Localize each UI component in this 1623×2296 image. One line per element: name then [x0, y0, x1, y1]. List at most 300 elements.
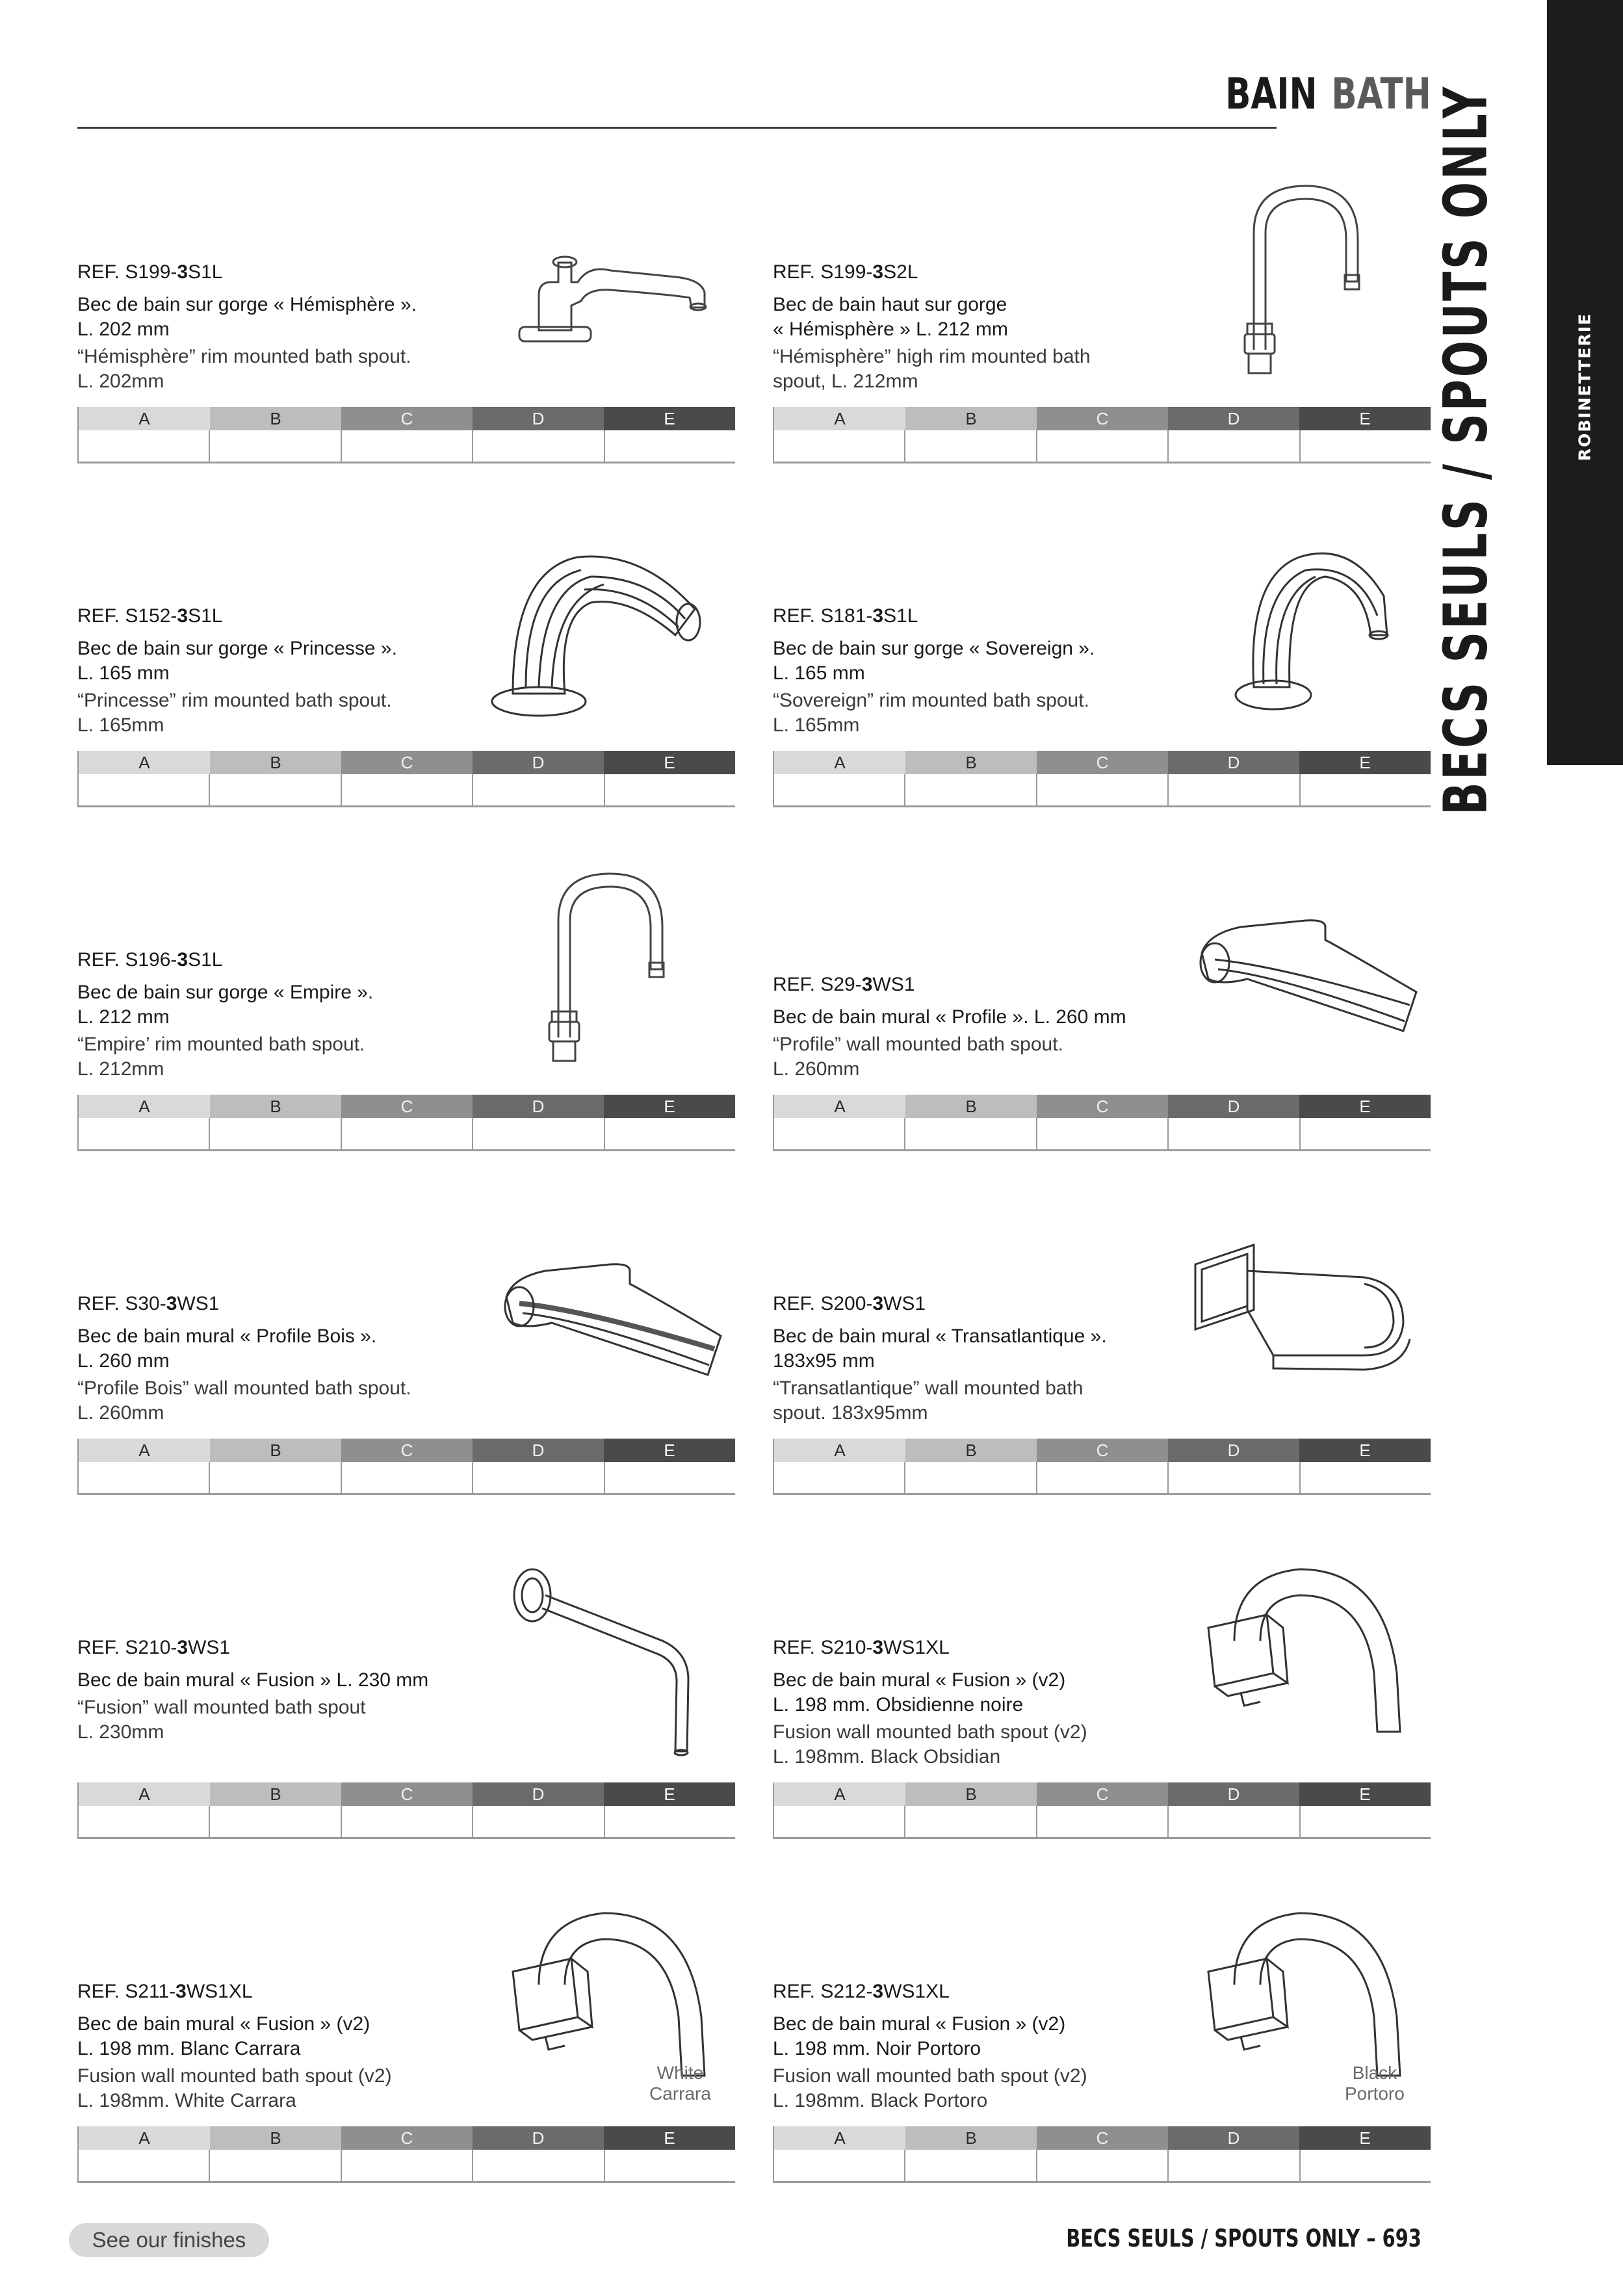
finish-table	[773, 1782, 1431, 1839]
finish-label	[1345, 2063, 1405, 2104]
finish-column-header: C	[1037, 2126, 1168, 2150]
product-description	[77, 1292, 480, 1426]
product-card	[773, 1543, 1429, 1881]
finish-price-cell	[1169, 430, 1300, 462]
finish-table-header	[79, 2126, 735, 2150]
finish-column-header: A	[79, 751, 210, 774]
waterfall-wood-spout-icon	[480, 1199, 727, 1433]
ref-suffix: S2L	[883, 261, 918, 283]
finish-column-header: C	[341, 751, 473, 774]
description-en-line: “Sovereign” rim mounted bath spout.	[773, 690, 1089, 711]
finish-price-cell	[1169, 1806, 1300, 1837]
section-title	[1431, 0, 1501, 957]
description-fr-line: L. 198 mm. Obsidienne noire	[773, 1694, 1024, 1715]
product-description	[77, 1979, 480, 2113]
ref-suffix: WS1	[188, 1637, 231, 1658]
description-en-line: L. 165mm	[773, 714, 860, 736]
finish-price-cell	[473, 1462, 604, 1493]
description-fr-line: Bec de bain mural « Fusion » (v2)	[773, 2013, 1066, 2035]
description-fr-line: « Hémisphère » L. 212 mm	[773, 319, 1008, 340]
finish-price-cell	[342, 430, 473, 462]
ref-bold: 3	[166, 1293, 177, 1314]
finish-column-header: E	[604, 1782, 735, 1806]
product-description	[77, 948, 480, 1082]
header-title-en: BATH	[1331, 69, 1431, 119]
finish-table	[773, 407, 1431, 463]
description-fr-line: L. 212 mm	[77, 1006, 170, 1028]
finish-column-header: B	[210, 1782, 341, 1806]
description-fr-line: Bec de bain mural « Profile Bois ».	[77, 1325, 377, 1347]
description-fr-line: L. 260 mm	[77, 1350, 170, 1372]
finish-column-header: B	[905, 1439, 1037, 1462]
finish-column-header: E	[1299, 1439, 1431, 1462]
ref-suffix: WS1XL	[883, 1637, 950, 1658]
description-en	[77, 688, 480, 738]
ref-bold: 3	[177, 605, 188, 627]
finish-table-body	[79, 1806, 735, 1837]
finish-column-header: A	[79, 407, 210, 430]
finish-price-cell	[210, 1118, 341, 1149]
product-card	[773, 168, 1429, 506]
finish-price-cell	[605, 430, 735, 462]
finish-column-header: C	[1037, 1095, 1168, 1118]
description-en-line: “Hémisphère” high rim mounted bath	[773, 346, 1091, 367]
header-title-fr: BAIN	[1225, 69, 1318, 119]
finish-label	[649, 2063, 711, 2104]
description-fr	[773, 636, 1176, 686]
description-en	[77, 1032, 480, 1082]
finish-column-header: D	[473, 751, 604, 774]
finish-price-cell	[1301, 430, 1431, 462]
finish-price-cell	[473, 430, 604, 462]
side-tab-label: ROBINETTERIE	[1575, 312, 1594, 462]
finish-column-header: A	[79, 2126, 210, 2150]
finish-price-cell	[1301, 2150, 1431, 2181]
description-fr	[77, 636, 480, 686]
finish-column-header: B	[210, 1095, 341, 1118]
product-card	[773, 855, 1429, 1194]
description-en	[77, 2064, 480, 2113]
description-fr	[773, 1324, 1176, 1374]
finish-table-header	[79, 1782, 735, 1806]
finish-price-cell	[1037, 1462, 1169, 1493]
finish-column-header: E	[1299, 407, 1431, 430]
product-ref	[773, 972, 1176, 997]
product-ref	[77, 1636, 480, 1660]
product-description	[773, 1636, 1176, 1769]
finish-price-cell	[1301, 1806, 1431, 1837]
finish-column-header: C	[1037, 1439, 1168, 1462]
ref-prefix: REF. S211-	[77, 1981, 176, 2002]
finish-price-cell	[605, 1806, 735, 1837]
ref-bold: 3	[177, 1637, 188, 1658]
finish-column-header: D	[1168, 407, 1299, 430]
description-en-line: “Profile” wall mounted bath spout.	[773, 1034, 1063, 1055]
description-en	[773, 1720, 1176, 1769]
product-description	[773, 260, 1176, 394]
finish-column-header: C	[1037, 407, 1168, 430]
finish-column-header: A	[774, 751, 905, 774]
finish-price-cell	[1037, 2150, 1169, 2181]
page-header	[1225, 69, 1431, 119]
finish-price-cell	[905, 2150, 1037, 2181]
finish-column-header: A	[79, 1439, 210, 1462]
finish-table	[77, 1782, 735, 1839]
finish-price-cell	[473, 2150, 604, 2181]
finish-table-header	[774, 1095, 1431, 1118]
finish-label-line: White	[656, 2063, 704, 2083]
description-fr-line: Bec de bain sur gorge « Sovereign ».	[773, 638, 1095, 659]
finish-column-header: B	[905, 1095, 1037, 1118]
description-en-line: “Princesse” rim mounted bath spout.	[77, 690, 392, 711]
description-fr	[77, 2012, 480, 2061]
finish-price-cell	[605, 1118, 735, 1149]
product-ref	[77, 1979, 480, 2004]
description-en	[77, 345, 480, 394]
description-en-line: “Transatlantique” wall mounted bath	[773, 1377, 1084, 1399]
ref-suffix: S1L	[188, 605, 223, 627]
finish-column-header: D	[1168, 2126, 1299, 2150]
ref-bold: 3	[861, 974, 873, 995]
finish-column-header: C	[1037, 751, 1168, 774]
finish-column-header: E	[604, 2126, 735, 2150]
product-ref	[773, 1979, 1176, 2004]
finish-price-cell	[473, 774, 604, 805]
finish-column-header: D	[1168, 751, 1299, 774]
description-fr	[773, 2012, 1176, 2061]
finish-price-cell	[342, 1462, 473, 1493]
finish-price-cell	[774, 774, 905, 805]
description-fr-line: 183x95 mm	[773, 1350, 875, 1372]
ref-prefix: REF. S29-	[773, 974, 862, 995]
description-fr-line: Bec de bain mural « Fusion » (v2)	[773, 1669, 1066, 1691]
finish-price-cell	[79, 1806, 210, 1837]
ref-bold: 3	[177, 949, 188, 971]
finish-table-header	[774, 407, 1431, 430]
description-en	[77, 1376, 480, 1426]
finish-column-header: B	[905, 1782, 1037, 1806]
finish-price-cell	[210, 1806, 341, 1837]
product-description	[773, 972, 1176, 1082]
product-ref	[773, 1636, 1176, 1660]
description-en-line: L. 198mm. White Carrara	[77, 2090, 296, 2111]
finish-table-header	[79, 1439, 735, 1462]
finish-price-cell	[1169, 2150, 1300, 2181]
finish-price-cell	[905, 1806, 1037, 1837]
finish-price-cell	[473, 1118, 604, 1149]
finish-table	[77, 1095, 735, 1151]
product-ref	[773, 1292, 1176, 1316]
description-fr	[773, 1668, 1176, 1717]
product-description	[773, 1292, 1176, 1426]
product-card	[773, 512, 1429, 850]
product-ref	[773, 604, 1176, 629]
finish-column-header: D	[473, 1782, 604, 1806]
finish-column-header: C	[341, 407, 473, 430]
finish-column-header: C	[341, 1439, 473, 1462]
finish-price-cell	[342, 774, 473, 805]
ref-prefix: REF. S196-	[77, 949, 177, 971]
description-en	[773, 1032, 1176, 1082]
product-card	[77, 1887, 734, 2225]
product-description	[773, 1979, 1176, 2113]
finish-price-cell	[342, 2150, 473, 2181]
finish-price-cell	[605, 2150, 735, 2181]
finish-table-header	[774, 1439, 1431, 1462]
finish-price-cell	[473, 1806, 604, 1837]
finish-price-cell	[905, 430, 1037, 462]
finish-table-header	[774, 2126, 1431, 2150]
finish-column-header: C	[341, 1095, 473, 1118]
description-en-line: “Hémisphère” rim mounted bath spout.	[77, 346, 411, 367]
finish-price-cell	[774, 430, 905, 462]
description-en-line: L. 202mm	[77, 371, 164, 392]
finish-price-cell	[210, 774, 341, 805]
product-ref	[77, 1292, 480, 1316]
sovereign-spout-icon	[1176, 512, 1423, 746]
finish-column-header: B	[210, 751, 341, 774]
finish-price-cell	[774, 1462, 905, 1493]
description-fr-line: L. 198 mm. Blanc Carrara	[77, 2038, 301, 2059]
ref-bold: 3	[872, 1293, 884, 1314]
description-en-line: Fusion wall mounted bath spout (v2)	[773, 1721, 1087, 1743]
description-en-line: L. 230mm	[77, 1721, 164, 1743]
finish-column-header: A	[774, 1095, 905, 1118]
finish-table-header	[79, 1095, 735, 1118]
ref-bold: 3	[872, 1637, 884, 1658]
finish-column-header: D	[1168, 1439, 1299, 1462]
finish-column-header: A	[774, 1439, 905, 1462]
product-ref	[77, 260, 480, 285]
gooseneck-spout-icon	[480, 855, 727, 1089]
finish-table-header	[79, 407, 735, 430]
ref-prefix: REF. S30-	[77, 1293, 166, 1314]
gooseneck-spout-icon	[1176, 168, 1423, 402]
finish-table-header	[79, 751, 735, 774]
finish-column-header: A	[774, 2126, 905, 2150]
finish-price-cell	[1169, 1118, 1300, 1149]
finish-column-header: E	[1299, 1782, 1431, 1806]
ref-suffix: S1L	[883, 605, 918, 627]
description-en-line: L. 198mm. Black Obsidian	[773, 1746, 1001, 1768]
description-fr-line: Bec de bain mural « Profile ». L. 260 mm	[773, 1006, 1126, 1028]
description-fr	[773, 1005, 1176, 1030]
finish-column-header: B	[905, 2126, 1037, 2150]
finish-column-header: D	[473, 1439, 604, 1462]
ref-suffix: S1L	[188, 261, 223, 283]
ref-suffix: WS1	[883, 1293, 926, 1314]
finish-table	[773, 1439, 1431, 1495]
finish-column-header: E	[604, 1095, 735, 1118]
ref-suffix: S1L	[188, 949, 223, 971]
finish-price-cell	[774, 1118, 905, 1149]
finish-column-header: A	[774, 407, 905, 430]
finish-table-header	[774, 1782, 1431, 1806]
description-fr-line: L. 198 mm. Noir Portoro	[773, 2038, 981, 2059]
ref-prefix: REF. S210-	[77, 1637, 177, 1658]
finish-table	[77, 1439, 735, 1495]
finish-price-cell	[1169, 774, 1300, 805]
ref-prefix: REF. S210-	[773, 1637, 873, 1658]
finish-price-cell	[1037, 1118, 1169, 1149]
finish-column-header: D	[473, 1095, 604, 1118]
description-en-line: L. 165mm	[77, 714, 164, 736]
description-fr-line: Bec de bain haut sur gorge	[773, 294, 1007, 315]
ref-suffix: WS1	[177, 1293, 220, 1314]
product-card	[773, 1199, 1429, 1537]
finish-table-body	[79, 430, 735, 462]
finish-table-body	[79, 1462, 735, 1493]
finish-column-header: C	[1037, 1782, 1168, 1806]
ref-bold: 3	[177, 261, 188, 283]
finish-price-cell	[605, 1462, 735, 1493]
finish-price-cell	[905, 774, 1037, 805]
ref-suffix: WS1XL	[186, 1981, 253, 2002]
ref-bold: 3	[872, 605, 884, 627]
fluted-spout-icon	[480, 512, 727, 746]
finish-column-header: E	[1299, 1095, 1431, 1118]
finish-column-header: B	[905, 407, 1037, 430]
footer-page-title: BECS SEULS / SPOUTS ONLY – 693	[1066, 2224, 1422, 2252]
ref-suffix: WS1XL	[883, 1981, 950, 2002]
finish-price-cell	[79, 774, 210, 805]
finish-table-header	[774, 751, 1431, 774]
description-en-line: L. 212mm	[77, 1058, 164, 1080]
finish-column-header: B	[210, 1439, 341, 1462]
description-fr-line: Bec de bain sur gorge « Princesse ».	[77, 638, 397, 659]
finish-column-header: C	[341, 2126, 473, 2150]
finish-price-cell	[905, 1118, 1037, 1149]
finish-table-body	[774, 430, 1431, 462]
description-en-line: Fusion wall mounted bath spout (v2)	[77, 2065, 392, 2087]
finish-table	[773, 1095, 1431, 1151]
ref-prefix: REF. S199-	[773, 261, 873, 283]
finish-table-body	[79, 774, 735, 805]
finish-label-line: Carrara	[649, 2083, 711, 2104]
finish-column-header: B	[210, 407, 341, 430]
product-description	[77, 604, 480, 738]
finish-table-body	[774, 774, 1431, 805]
description-en-line: spout, L. 212mm	[773, 371, 918, 392]
product-card	[77, 855, 734, 1194]
finish-column-header: A	[79, 1782, 210, 1806]
finish-price-cell	[79, 1118, 210, 1149]
description-fr-line: L. 165 mm	[77, 662, 170, 684]
product-card	[77, 512, 734, 850]
product-card	[77, 168, 734, 506]
description-en-line: Fusion wall mounted bath spout (v2)	[773, 2065, 1087, 2087]
description-fr	[77, 980, 480, 1030]
finish-label-line: Black	[1352, 2063, 1397, 2083]
description-en	[77, 1695, 480, 1745]
finish-column-header: A	[774, 1782, 905, 1806]
finish-column-header: E	[604, 1439, 735, 1462]
description-en	[773, 1376, 1176, 1426]
finish-price-cell	[210, 430, 341, 462]
finish-table-body	[774, 1806, 1431, 1837]
finish-price-cell	[774, 2150, 905, 2181]
finish-column-header: B	[905, 751, 1037, 774]
finish-column-header: D	[1168, 1782, 1299, 1806]
description-fr	[77, 1668, 480, 1693]
product-description	[77, 260, 480, 394]
finish-price-cell	[774, 1806, 905, 1837]
finish-column-header: D	[473, 2126, 604, 2150]
description-en-line: L. 260mm	[773, 1058, 860, 1080]
product-ref	[773, 260, 1176, 285]
finish-column-header: C	[341, 1782, 473, 1806]
finish-column-header: A	[79, 1095, 210, 1118]
finish-price-cell	[342, 1118, 473, 1149]
art-deco-spout-icon	[1176, 1199, 1423, 1433]
ref-prefix: REF. S200-	[773, 1293, 873, 1314]
finish-table-body	[79, 2150, 735, 2181]
waterfall-spout-icon	[1176, 855, 1423, 1089]
ref-prefix: REF. S199-	[77, 261, 177, 283]
description-en	[773, 688, 1176, 738]
finish-column-header: E	[1299, 751, 1431, 774]
description-fr-line: L. 202 mm	[77, 319, 170, 340]
description-en-line: “Profile Bois” wall mounted bath spout.	[77, 1377, 411, 1399]
finish-price-cell	[1301, 774, 1431, 805]
see-finishes-button[interactable]: See our finishes	[69, 2223, 269, 2257]
finish-column-header: E	[604, 407, 735, 430]
finish-price-cell	[210, 2150, 341, 2181]
description-fr-line: Bec de bain mural « Fusion » (v2)	[77, 2013, 370, 2035]
finish-table-body	[774, 1118, 1431, 1149]
cube-spout-icon	[1176, 1543, 1423, 1777]
finish-price-cell	[79, 1462, 210, 1493]
finish-price-cell	[1301, 1118, 1431, 1149]
finish-column-header: E	[1299, 2126, 1431, 2150]
description-fr	[773, 293, 1176, 342]
finish-table-body	[79, 1118, 735, 1149]
description-en-line: L. 260mm	[77, 1402, 164, 1424]
description-fr	[77, 1324, 480, 1374]
finish-price-cell	[210, 1462, 341, 1493]
finish-table	[77, 751, 735, 807]
description-fr-line: Bec de bain sur gorge « Empire ».	[77, 982, 374, 1003]
finish-table	[773, 2126, 1431, 2183]
ref-prefix: REF. S181-	[773, 605, 873, 627]
product-description	[773, 604, 1176, 738]
finish-price-cell	[1037, 1806, 1169, 1837]
finish-column-header: D	[473, 407, 604, 430]
product-ref	[77, 604, 480, 629]
finish-column-header: E	[604, 751, 735, 774]
finish-price-cell	[905, 1462, 1037, 1493]
description-en-line: “Fusion” wall mounted bath spout	[77, 1697, 366, 1718]
product-description	[77, 1636, 480, 1745]
wall-pipe-spout-icon	[480, 1543, 727, 1777]
product-card	[773, 1887, 1429, 2225]
finish-table	[77, 2126, 735, 2183]
product-ref	[77, 948, 480, 972]
header-divider	[77, 127, 1277, 129]
finish-column-header: D	[1168, 1095, 1299, 1118]
product-card	[77, 1543, 734, 1881]
ref-bold: 3	[175, 1981, 187, 2002]
description-fr-line: Bec de bain mural « Fusion » L. 230 mm	[77, 1669, 429, 1691]
section-title-text: BECS SEULS / SPOUTS ONLY	[1431, 85, 1501, 815]
finish-price-cell	[605, 774, 735, 805]
description-en	[773, 345, 1176, 394]
description-en	[773, 2064, 1176, 2113]
ref-bold: 3	[872, 1981, 884, 2002]
description-en-line: L. 198mm. Black Portoro	[773, 2090, 988, 2111]
finish-price-cell	[1169, 1462, 1300, 1493]
product-card	[77, 1199, 734, 1537]
